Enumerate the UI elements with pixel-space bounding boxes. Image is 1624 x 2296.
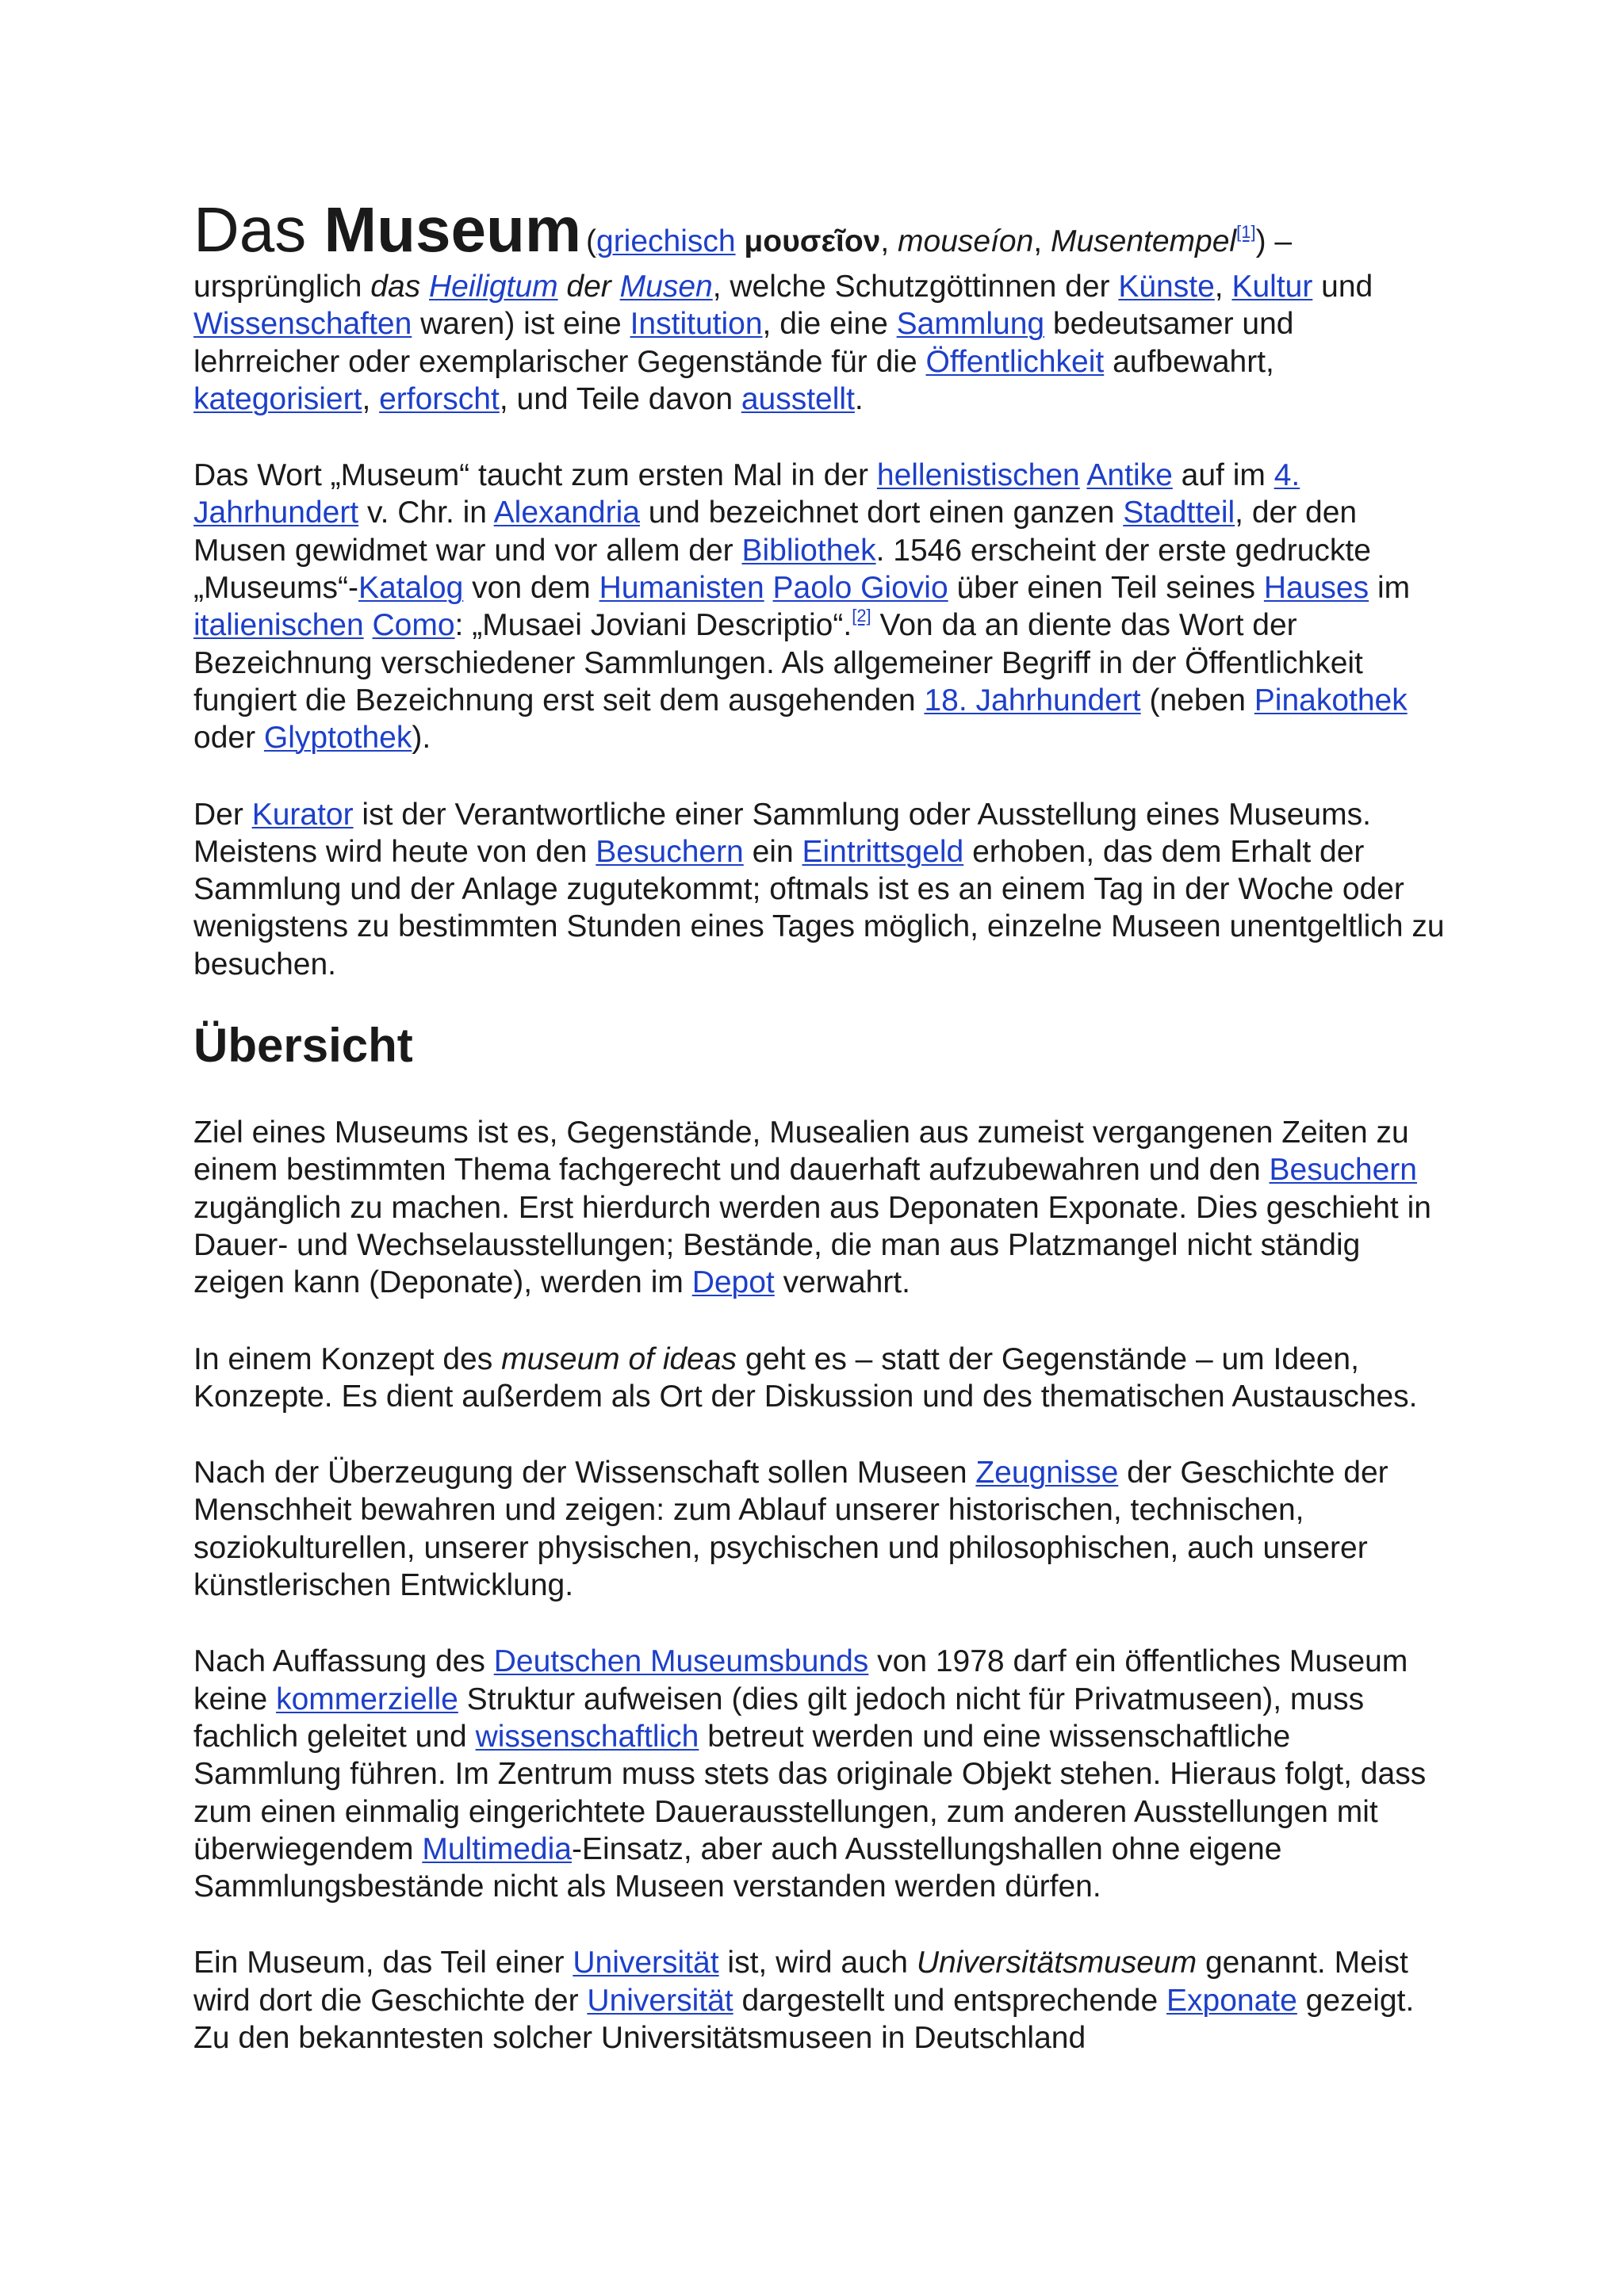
link-ausstellt[interactable]: ausstellt xyxy=(741,381,855,416)
link-hauses[interactable]: Hauses xyxy=(1263,571,1369,606)
intro-paragraph: Das Museum (griechisch μουσεῖον, mouseíon, Musentempel[1]) – ursprünglich das Heiligtum der Musen, welche Schutzgöttinnen der Künste, Kultur und Wissenschaften waren) ist eine Institution, die eine Sammlung bedeutsamer und lehrreicher oder exemplarischer Gegenstände für die Öffentlichkeit aufbewahrt, kategorisiert, erforscht, und Teile davon ausstellt. xyxy=(193,194,1373,416)
link-italienischen[interactable]: italienischen xyxy=(193,608,364,643)
link-multimedia[interactable]: Multimedia xyxy=(422,1831,572,1866)
link-depot[interactable]: Depot xyxy=(691,1265,775,1300)
link-glyptothek[interactable]: Glyptothek xyxy=(263,721,412,756)
reference-1[interactable]: [1] xyxy=(1236,222,1256,242)
paragraph-ziel: Ziel eines Museums ist es, Gegenstände, Musealien aus zumeist vergangenen Zeiten zu einem bestimmten Thema fachgerecht und dauerhaft aufzubewahren und den Besuchern zugänglich zu machen. Erst hierdurch werden aus Deponaten Exponate. Dies geschieht in Dauer- und Wechselausstellungen; Bestände, die man aus Platzmangel nicht ständig zeigen kann (Deponate), werden im Depot verwahrt. xyxy=(193,1115,1431,1300)
link-griechisch[interactable]: griechisch xyxy=(596,224,736,258)
link-antike[interactable]: Antike xyxy=(1086,458,1173,493)
article xyxy=(193,192,1446,2095)
link-heiligtum[interactable]: Heiligtum xyxy=(429,270,558,304)
link-sammlung[interactable]: Sammlung xyxy=(896,307,1045,342)
link-kategorisiert[interactable]: kategorisiert xyxy=(193,381,362,416)
link-hellenistischen[interactable]: hellenistischen xyxy=(876,458,1080,493)
link-kuenste[interactable]: Künste xyxy=(1118,270,1215,304)
transliteration: mouseíon xyxy=(898,224,1034,258)
link-zeugnisse[interactable]: Zeugnisse xyxy=(975,1456,1119,1490)
translation: Musentempel xyxy=(1050,224,1237,258)
link-universitaet-2[interactable]: Universität xyxy=(587,1983,733,2018)
link-18-jahrhundert[interactable]: 18. Jahrhundert xyxy=(924,683,1141,718)
link-alexandria[interactable]: Alexandria xyxy=(493,496,640,530)
link-katalog[interactable]: Katalog xyxy=(358,571,464,606)
link-kultur[interactable]: Kultur xyxy=(1231,270,1313,304)
link-oeffentlichkeit[interactable]: Öffentlichkeit xyxy=(925,344,1105,379)
link-institution[interactable]: Institution xyxy=(630,307,763,342)
link-wissenschaften[interactable]: Wissenschaften xyxy=(193,307,412,342)
link-universitaet[interactable]: Universität xyxy=(573,1946,719,1980)
link-kommerzielle[interactable]: kommerzielle xyxy=(276,1682,458,1716)
link-paolo-giovio[interactable]: Paolo Giovio xyxy=(772,571,948,606)
paragraph-wissenschaft: Nach der Überzeugung der Wissenschaft sollen Museen Zeugnisse der Geschichte der Menschheit bewahren und zeigen: zum Ablauf unserer historischen, technischen, soziokulturellen, unserer physischen, psychischen und philosophischen, auch unserer künstlerischen Entwicklung. xyxy=(193,1456,1388,1603)
paragraph-konzept: In einem Konzept des museum of ideas geht es – statt der Gegenstände – um Ideen, Konzepte. Es dient außerdem als Ort der Diskussion und des thematischen Austausches. xyxy=(193,1341,1418,1414)
link-pinakothek[interactable]: Pinakothek xyxy=(1254,683,1408,718)
link-deutschen-museumsbunds[interactable]: Deutschen Museumsbunds xyxy=(493,1644,869,1679)
link-como[interactable]: Como xyxy=(372,608,455,643)
link-besuchern[interactable]: Besuchern xyxy=(596,834,744,869)
link-exponate[interactable]: Exponate xyxy=(1166,1983,1297,2018)
link-wissenschaftlich[interactable]: wissenschaftlich xyxy=(475,1719,699,1754)
link-musen[interactable]: Musen xyxy=(619,270,713,304)
link-eintrittsgeld[interactable]: Eintrittsgeld xyxy=(802,834,964,869)
link-4-jahrhundert[interactable]: 4. Jahrhundert xyxy=(193,458,1300,530)
section-heading-uebersicht: Übersicht xyxy=(193,1019,413,1073)
link-kurator[interactable]: Kurator xyxy=(251,797,354,832)
link-humanisten[interactable]: Humanisten xyxy=(599,571,764,606)
paragraph-etymology: Das Wort „Museum“ taucht zum ersten Mal in der hellenistischen Antike auf im 4. Jahrhundert v. Chr. in Alexandria und bezeichnet dort einen ganzen Stadtteil, der den Musen gewidmet war und vor allem der Bibliothek. 1546 erscheint der erste gedruckte „Museums“-Katalog von dem Humanisten Paolo Giovio über einen Teil seines Hauses im italienischen Como: „Musaei Joviani Descriptio“.[2] Von da an diente das Wort der Bezeichnung verschiedener Sammlungen. Als allgemeiner Begriff in der Öffentlichkeit fungiert die Bezeichnung erst seit dem ausgehenden 18. Jahrhundert (neben Pinakothek oder Glyptothek). xyxy=(193,458,1411,756)
link-erforscht[interactable]: erforscht xyxy=(379,381,500,416)
paragraph-museumsbund: Nach Auffassung des Deutschen Museumsbunds von 1978 darf ein öffentliches Museum keine kommerzielle Struktur aufweisen (dies gilt jedoch nicht für Privatmuseen), muss fachlich geleitet und wissenschaftlich betreut werden und eine wissenschaftliche Sammlung führen. Im Zentrum muss stets das originale Objekt stehen. Hieraus folgt, dass zum einen einmalig eingerichtete Dauerausstellungen, zum anderen Ausstellungen mit überwiegendem Multimedia-Einsatz, aber auch Ausstellungshallen ohne eigene Sammlungsbestände nicht als Museen verstanden werden dürfen. xyxy=(193,1644,1427,1904)
reference-2[interactable]: [2] xyxy=(852,606,871,626)
link-stadtteil[interactable]: Stadtteil xyxy=(1123,496,1235,530)
link-besuchern-2[interactable]: Besuchern xyxy=(1269,1153,1417,1188)
greek-term: μουσεῖον xyxy=(744,224,881,258)
link-bibliothek[interactable]: Bibliothek xyxy=(741,533,876,568)
paragraph-universitaetsmuseum: Ein Museum, das Teil einer Universität ist, wird auch Universitätsmuseum genannt. Meist wird dort die Geschichte der Universität dargestellt und entsprechende Exponate gezeigt. Zu den bekanntesten solcher Universitätsmuseen in Deutschland xyxy=(193,1946,1415,2055)
paragraph-kurator: Der Kurator ist der Verantwortliche einer Sammlung oder Ausstellung eines Museums. Meistens wird heute von den Besuchern ein Eintrittsgeld erhoben, das dem Erhalt der Sammlung und der Anlage zugutekommt; oftmals ist es an einem Tag in der Woche oder wenigstens zu bestimmten Stunden eines Tages möglich, einzelne Museen unentgeltlich zu besuchen. xyxy=(193,797,1445,982)
page-title: Das Museum xyxy=(193,194,581,265)
